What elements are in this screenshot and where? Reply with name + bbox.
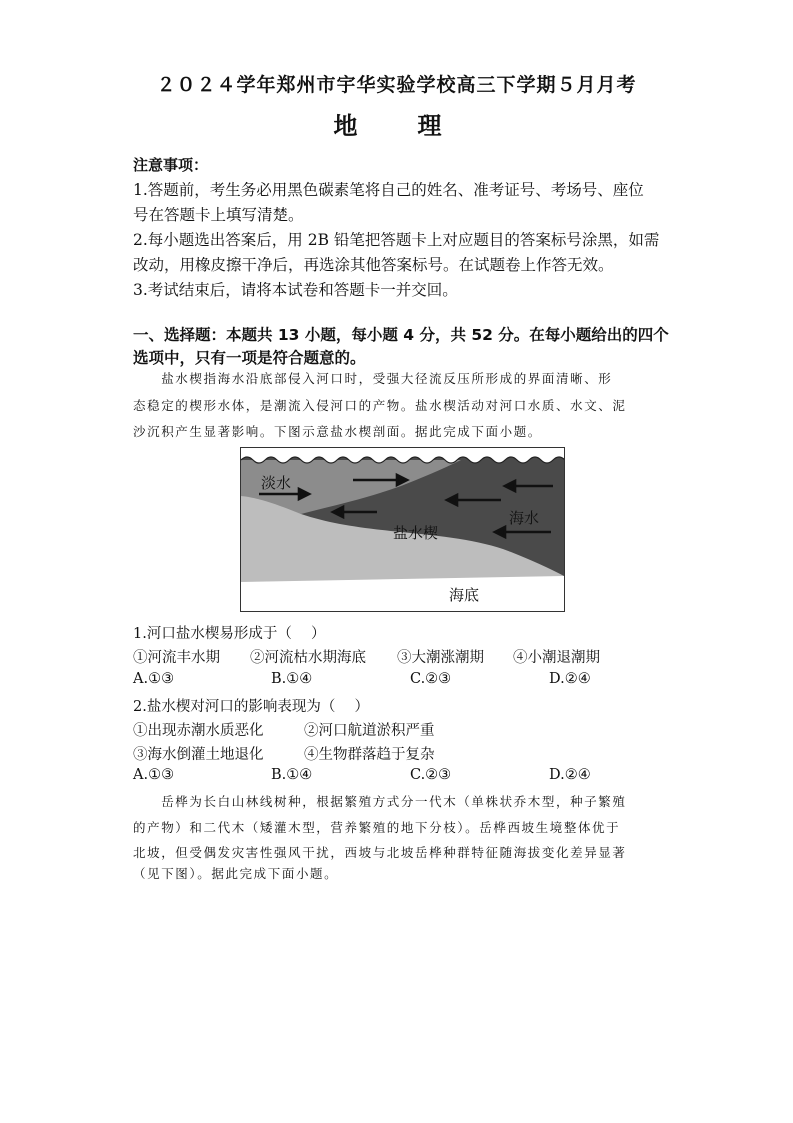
choice-a[interactable]: A.①③ xyxy=(133,671,175,687)
choice-c[interactable]: C.②③ xyxy=(410,671,452,687)
passage-line: 盐水楔指海水沿底部侵入河口时，受强大径流反压所形成的界面清晰、形 xyxy=(133,371,613,386)
question-item: ③海水倒灌土地退化 xyxy=(133,747,264,763)
label-sea-water: 海水 xyxy=(509,509,540,527)
passage-line: 北坡，但受偶发灾害性强风干扰，西坡与北坡岳桦种群特征随海拔变化差异显著 xyxy=(133,845,627,860)
passage-line: 沙沉积产生显著影响。下图示意盐水楔剖面。据此完成下面小题。 xyxy=(133,424,542,439)
subject-title: 地 理 xyxy=(333,112,460,140)
question-stem: 2.盐水楔对河口的影响表现为（ ） xyxy=(133,699,369,715)
passage-line: （见下图）。据此完成下面小题。 xyxy=(133,866,339,881)
question-item: ①河流丰水期 xyxy=(133,650,220,666)
question-item: ②河流枯水期海底 xyxy=(250,650,366,666)
question-item: ①出现赤潮水质恶化 xyxy=(133,723,264,739)
choice-c[interactable]: C.②③ xyxy=(410,767,452,783)
question-item: ②河口航道淤积严重 xyxy=(304,723,435,739)
notice-line: 号在答题卡上填写清楚。 xyxy=(133,206,304,224)
passage-line: 岳桦为长白山林线树种，根据繁殖方式分一代木（单株状乔木型，种子繁殖 xyxy=(133,794,627,809)
notice-line: 1.答题前，考生务必用黑色碳素笔将自己的姓名、准考证号、考场号、座位 xyxy=(133,181,644,199)
section-heading: 选项中，只有一项是符合题意的。 xyxy=(133,349,366,367)
notice-heading: 注意事项： xyxy=(133,156,209,174)
question-item: ④小潮退潮期 xyxy=(513,650,600,666)
label-fresh-water: 淡水 xyxy=(261,474,292,492)
notice-line: 改动，用橡皮擦干净后，再选涂其他答案标号。在试题卷上作答无效。 xyxy=(133,256,614,274)
label-seabed: 海底 xyxy=(449,586,480,604)
question-item: ④生物群落趋于复杂 xyxy=(304,747,435,763)
notice-line: 3.考试结束后，请将本试卷和答题卡一并交回。 xyxy=(133,281,458,299)
salt-wedge-diagram xyxy=(240,447,565,612)
seabed-base xyxy=(241,576,564,611)
question-item: ③大潮涨潮期 xyxy=(397,650,484,666)
passage-line: 的产物）和二代木（矮灌木型，营养繁殖的地下分枝）。岳桦西坡生境整体优于 xyxy=(133,820,621,835)
label-salt-wedge: 盐水楔 xyxy=(393,524,439,542)
question-stem: 1.河口盐水楔易形成于（ ） xyxy=(133,626,326,642)
choice-d[interactable]: D.②④ xyxy=(549,767,591,783)
notice-line: 2.每小题选出答案后，用 2B 铅笔把答题卡上对应题目的答案标号涂黑，如需 xyxy=(133,231,660,249)
exam-title: ２０２４学年郑州市宇华实验学校高三下学期５月月考 xyxy=(156,74,637,96)
passage-line: 态稳定的楔形水体，是潮流入侵河口的产物。盐水楔活动对河口水质、水文、泥 xyxy=(133,398,627,413)
choice-a[interactable]: A.①③ xyxy=(133,767,175,783)
section-heading: 一、选择题：本题共 13 小题，每小题 4 分，共 52 分。在每小题给出的四个 xyxy=(133,326,669,344)
choice-b[interactable]: B.①④ xyxy=(271,671,313,687)
choice-d[interactable]: D.②④ xyxy=(549,671,591,687)
choice-b[interactable]: B.①④ xyxy=(271,767,313,783)
